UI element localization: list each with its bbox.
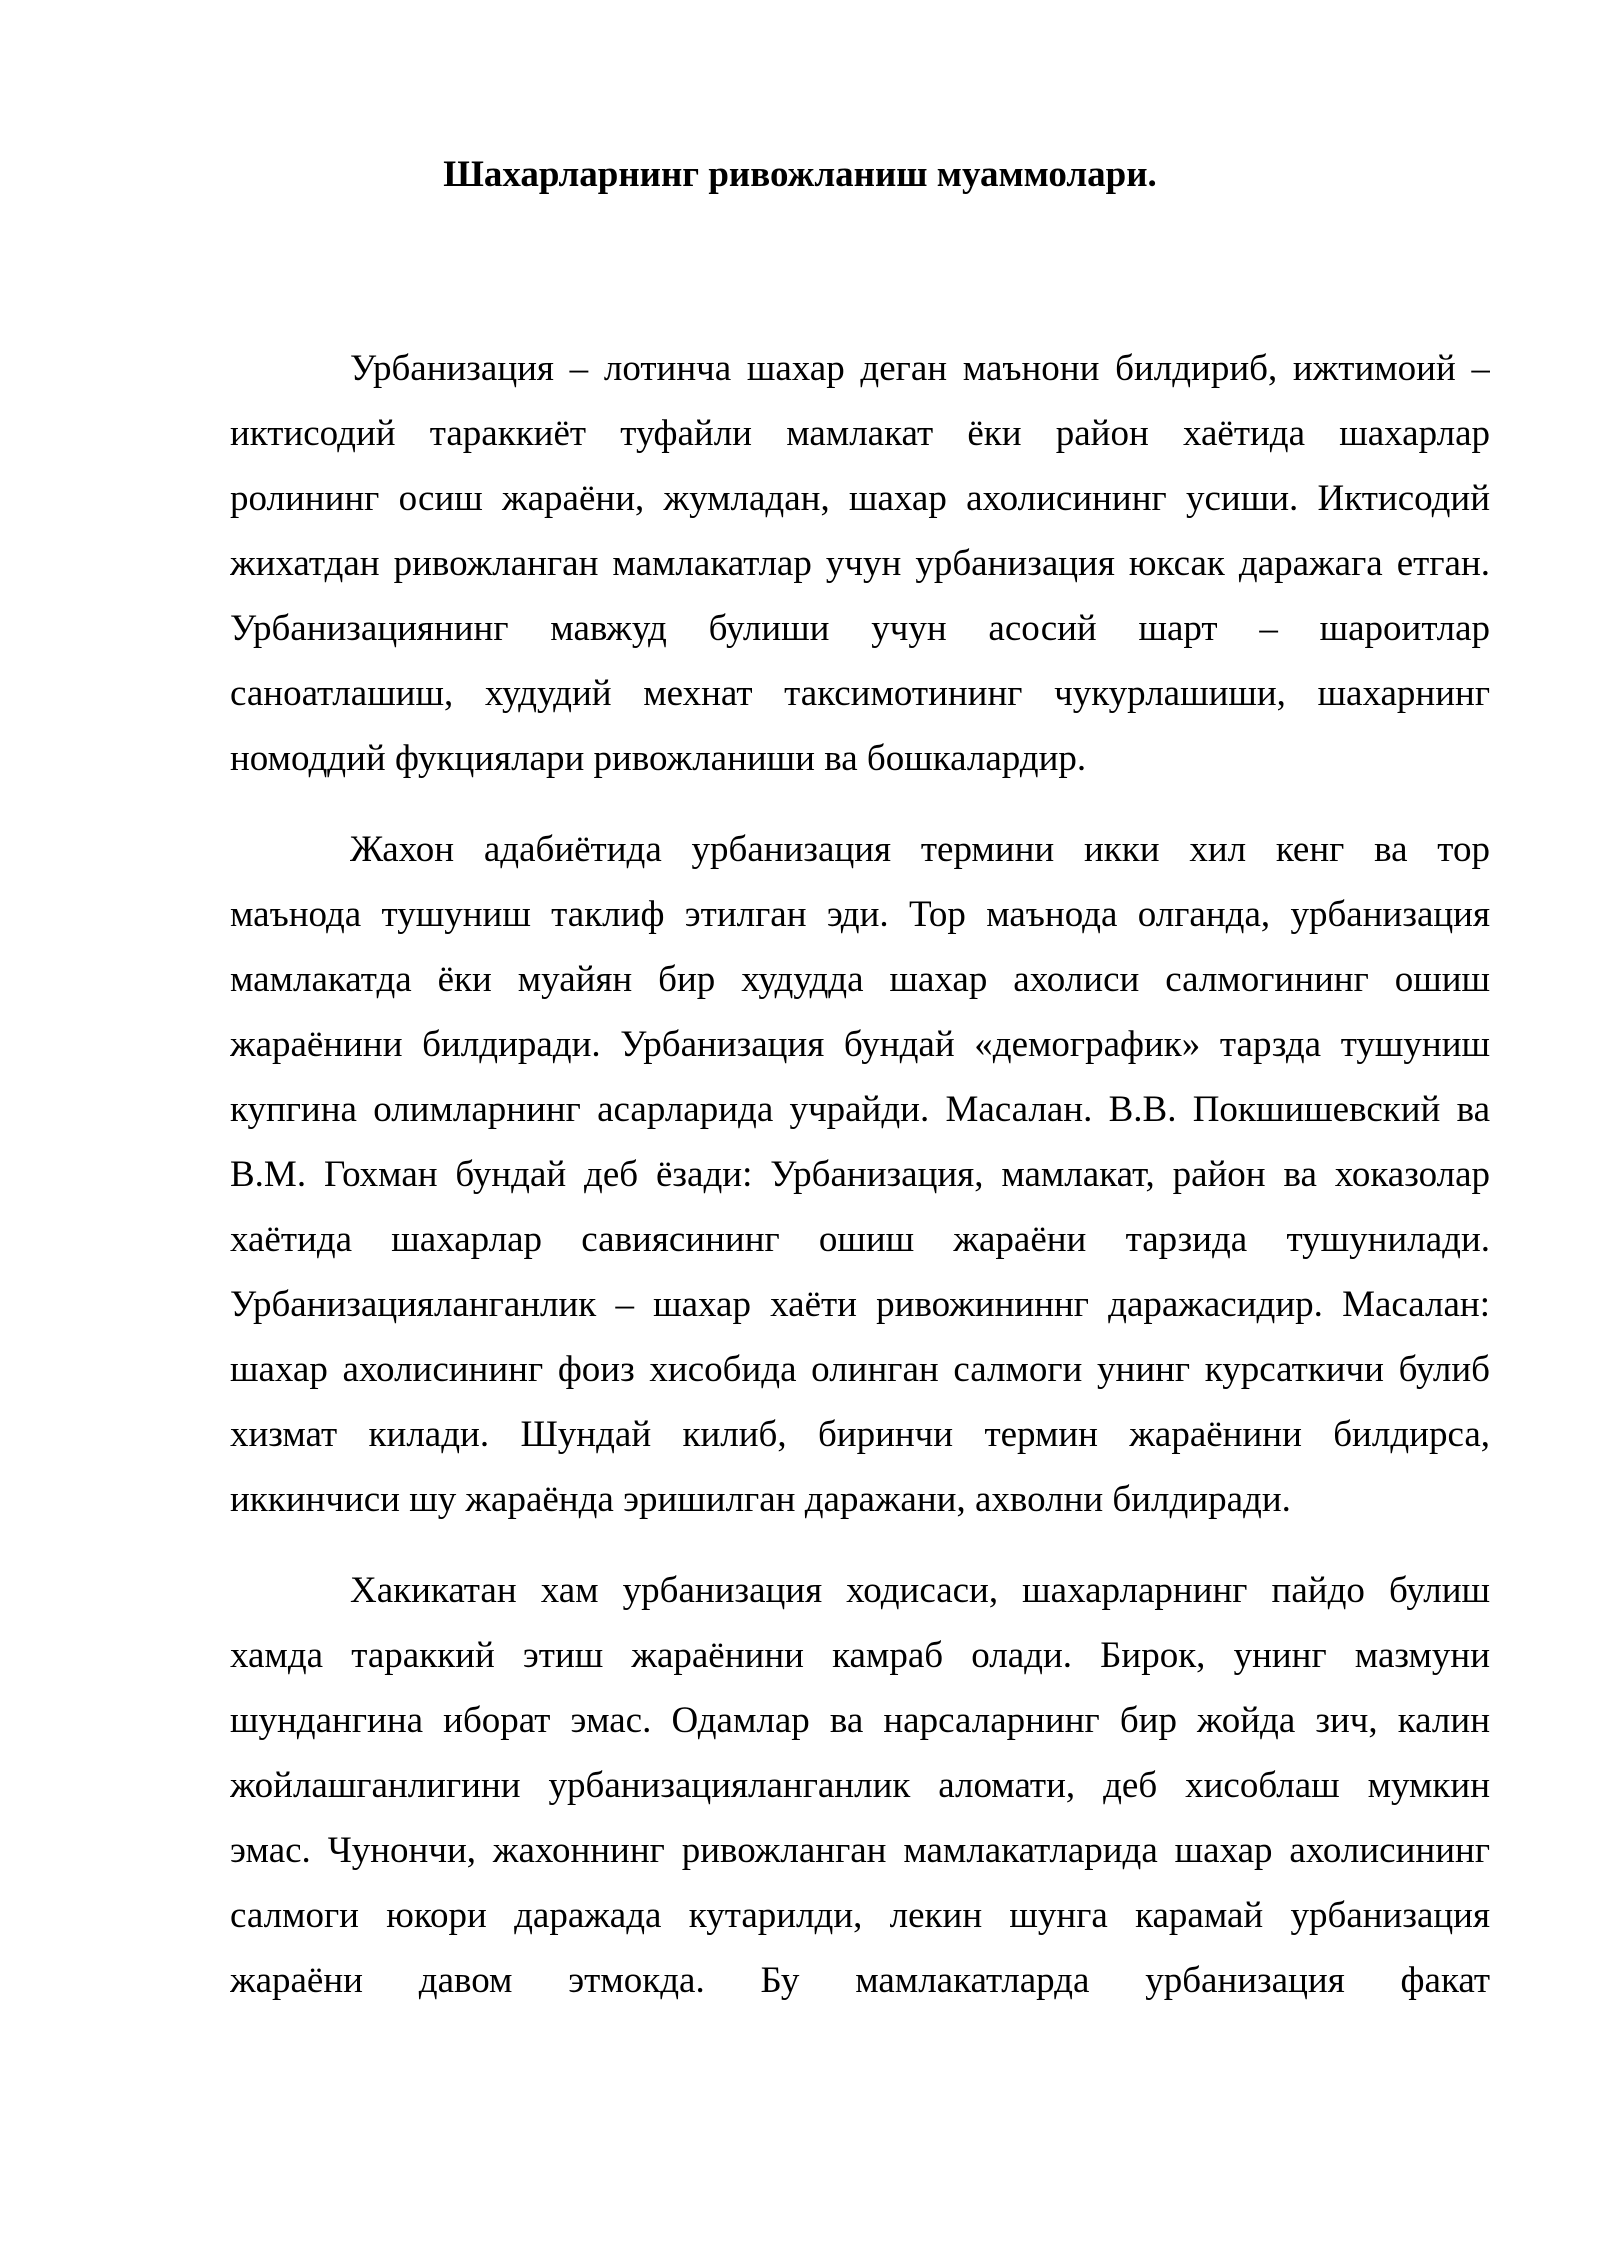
paragraph-line: жараёни давом этмокда. Бу мамлакатларда урбанизация факат: [230, 1960, 1490, 2001]
document-title: Шахарларнинг ривожланиш муаммолари.: [443, 154, 1157, 195]
document-body: [230, 336, 1490, 2013]
paragraph-line: эмас. Чунончи, жахоннинг ривожланган мамлакатларида шахар ахолисининг: [230, 1830, 1490, 1871]
paragraph-line: шундангина иборат эмас. Одамлар ва нарсаларнинг бир жойда зич, калин: [230, 1700, 1490, 1741]
paragraph-line: салмоги юкори даражада кутарилди, лекин шунга карамай урбанизация: [230, 1895, 1490, 1936]
paragraph-line: хизмат килади. Шундай килиб, биринчи термин жараёнини билдирса,: [230, 1414, 1490, 1455]
paragraph-line: саноатлашиш, худудий мехнат таксимотининг чукурлашиши, шахарнинг: [230, 673, 1490, 714]
paragraph-line: купгина олимларнинг асарларида учрайди. Масалан. В.В. Покшишевский ва: [230, 1089, 1490, 1130]
paragraph-line: В.М. Гохман бундай деб ёзади: Урбанизация, мамлакат, район ва хоказолар: [230, 1154, 1490, 1195]
paragraph-line: жихатдан ривожланган мамлакатлар учун урбанизация юксак даражага етган.: [230, 543, 1490, 584]
paragraph-1: [230, 336, 1490, 791]
paragraph-line: иктисодий тараккиёт туфайли мамлакат ёки район хаётида шахарлар: [230, 413, 1490, 454]
paragraph-line: маънода тушуниш таклиф этилган эди. Тор маънода олганда, урбанизация: [230, 894, 1490, 935]
paragraph-line: жойлашганлигини урбанизацияланганлик аломати, деб хисоблаш мумкин: [230, 1765, 1490, 1806]
paragraph-line: ролининг осиш жараёни, жумладан, шахар ахолисининг усиши. Иктисодий: [230, 478, 1490, 519]
paragraph-spacer: [230, 791, 1490, 817]
paragraph-line: жараёнини билдиради. Урбанизация бундай «демографик» тарзда тушуниш: [230, 1024, 1490, 1065]
paragraph-line: шахар ахолисининг фоиз хисобида олинган салмоги унинг курсаткичи булиб: [230, 1349, 1490, 1390]
paragraph-3: [230, 1558, 1490, 2013]
paragraph-line: мамлакатда ёки муайян бир худудда шахар ахолиси салмогининг ошиш: [230, 959, 1490, 1000]
paragraph-line: хаётида шахарлар савиясининг ошиш жараёни тарзида тушунилади.: [230, 1219, 1490, 1260]
paragraph-2: [230, 817, 1490, 1532]
paragraph-line: Жахон адабиётида урбанизация термини икки хил кенг ва тор: [350, 829, 1490, 870]
paragraph-spacer: [230, 1532, 1490, 1558]
paragraph-line: Урбанизация – лотинча шахар деган маънони билдириб, ижтимоий –: [350, 348, 1490, 389]
paragraph-line: Хакикатан хам урбанизация ходисаси, шахарларнинг пайдо булиш: [350, 1570, 1490, 1611]
paragraph-line: иккинчиси шу жараёнда эришилган даражани, ахволни билдиради.: [230, 1479, 1291, 1520]
paragraph-line: хамда тараккий этиш жараёнини камраб олади. Бирок, унинг мазмуни: [230, 1635, 1490, 1676]
paragraph-line: номоддий фукциялари ривожланиши ва бошкалардир.: [230, 738, 1087, 779]
paragraph-line: Урбанизациянинг мавжуд булиши учун асосий шарт – шароитлар: [230, 608, 1490, 649]
paragraph-line: Урбанизацияланганлик – шахар хаёти ривожининнг даражасидир. Масалан:: [230, 1284, 1490, 1325]
